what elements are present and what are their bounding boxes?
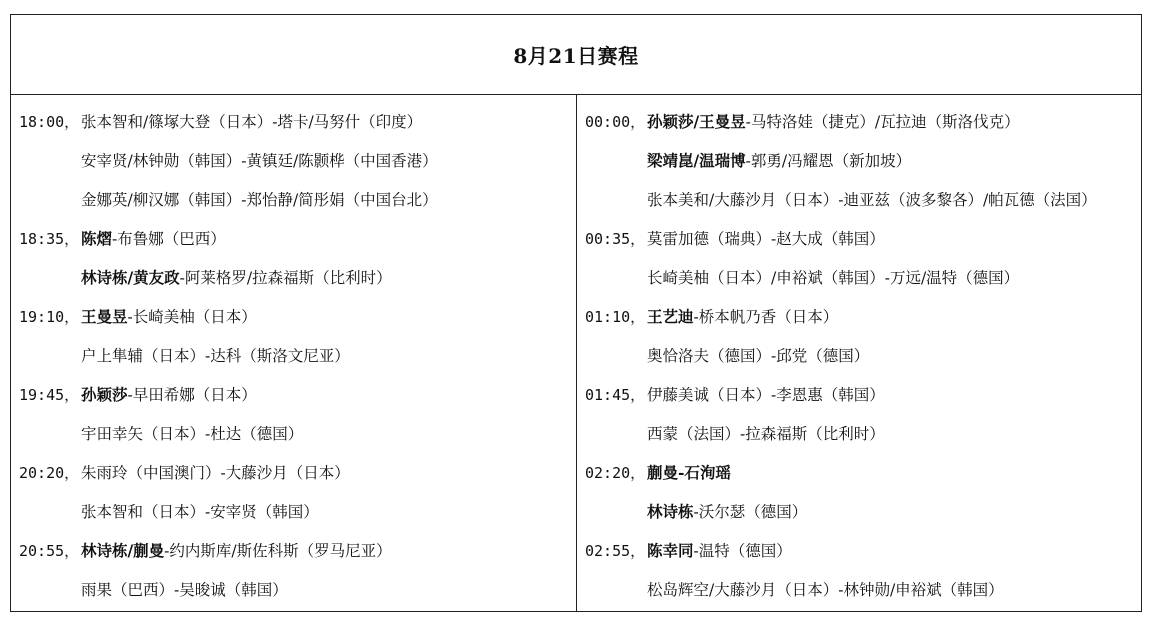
match-time: 18:35， [19,230,80,248]
matchup-text: 长崎美柚（日本）/申裕斌（韩国）-万远/温特（德国） [647,269,1020,287]
match-text [647,460,731,486]
chinese-player-name: 蒯曼-石洵瑶 [647,463,731,482]
matchup-text: -沃尔瑟（德国） [693,503,808,521]
left-column [11,95,577,611]
matchup-text: 安宰贤/林钟勋（韩国）-黄镇廷/陈颢桦（中国香港） [81,152,438,170]
matchup-text: -早田希娜（日本） [127,386,257,404]
match-text [647,499,807,525]
matchup-text: 奥恰洛夫（德国）-邱党（德国） [647,347,870,365]
chinese-player-name: 王艺迪 [647,307,694,326]
schedule-row [11,421,576,460]
schedule-row [11,499,576,538]
match-text [81,460,350,486]
matchup-text: -桥本帆乃香（日本） [693,308,839,326]
match-text [647,265,1019,291]
schedule-row [577,343,1142,382]
match-text [81,382,257,408]
chinese-player-name: 林诗栋/黄友政 [81,268,180,287]
matchup-text: 户上隼辅（日本）-达科（斯洛文尼亚） [81,347,350,365]
match-text [647,148,911,174]
schedule-row [11,265,576,304]
match-text [647,382,885,408]
schedule-row [577,577,1142,616]
matchup-text: -马特洛娃（捷克）/瓦拉迪（斯洛伐克） [745,113,1020,131]
schedule-row [11,538,576,577]
schedule-row [11,109,576,148]
match-time: 00:35， [585,230,646,248]
match-text [81,148,438,174]
chinese-player-name: 梁靖崑/温瑞博 [647,151,746,170]
matchup-text: 张本智和（日本）-安宰贤（韩国） [81,503,319,521]
schedule-row [577,499,1142,538]
match-text [647,577,1004,603]
match-time: 19:45， [19,386,80,404]
schedule-row [577,187,1142,226]
schedule-row [577,265,1142,304]
schedule-row [11,187,576,226]
matchup-text: 张本美和/大藤沙月（日本）-迪亚兹（波多黎各）/帕瓦德（法国） [647,191,1097,209]
match-time: 01:45， [585,386,646,404]
chinese-player-name: 陈熠 [81,229,113,248]
match-text [647,304,838,330]
match-time: 02:20， [585,464,646,482]
match-time: 20:55， [19,542,80,560]
chinese-player-name: 陈幸同 [647,541,694,560]
schedule-row [11,382,576,421]
match-text [647,187,1097,213]
match-text [81,577,288,603]
matchup-text: -阿莱格罗/拉森福斯（比利时） [179,269,392,287]
matchup-text: -长崎美柚（日本） [127,308,257,326]
chinese-player-name: 王曼昱 [81,307,128,326]
schedule-row [577,304,1142,343]
matchup-text: 宇田幸矢（日本）-杜达（德国） [81,425,304,443]
match-text [81,265,392,291]
match-text [81,226,226,252]
matchup-text: 莫雷加德（瑞典）-赵大成（韩国） [647,230,885,248]
matchup-text: 朱雨玲（中国澳门）-大藤沙月（日本） [81,464,350,482]
match-text [81,421,303,447]
matchup-text: 金娜英/柳汉娜（韩国）-郑怡静/简彤娟（中国台北） [81,191,438,209]
match-text [81,187,438,213]
match-text [81,499,319,525]
right-rows [577,109,1142,616]
chinese-player-name: 林诗栋 [647,502,694,521]
matchup-text: -布鲁娜（巴西） [112,230,226,248]
match-time: 19:10， [19,308,80,326]
schedule-row [577,109,1142,148]
matchup-text: 松岛辉空/大藤沙月（日本）-林钟勋/申裕斌（韩国） [647,581,1004,599]
match-time: 01:10， [585,308,646,326]
schedule-table [10,14,1142,612]
match-text [647,421,885,447]
match-text [81,538,392,564]
matchup-text: 雨果（巴西）-吴晙诚（韩国） [81,581,288,599]
matchup-text: 伊藤美诚（日本）-李恩惠（韩国） [647,386,885,404]
matchup-text: 张本智和/篠塚大登（日本）-塔卡/马努什（印度） [81,113,423,131]
chinese-player-name: 孙颖莎 [81,385,128,404]
match-time: 18:00， [19,113,80,131]
match-text [81,304,257,330]
schedule-row [11,577,576,616]
title-row [11,15,1141,95]
match-text [647,538,792,564]
schedule-title: 8月21日赛程 [513,44,639,68]
match-time: 20:20， [19,464,80,482]
schedule-row [577,421,1142,460]
chinese-player-name: 林诗栋/蒯曼 [81,541,165,560]
schedule-row [577,382,1142,421]
match-time: 00:00， [585,113,646,131]
schedule-row [577,148,1142,187]
schedule-row [11,226,576,265]
match-text [81,343,350,369]
schedule-row [11,460,576,499]
right-column [577,95,1142,611]
schedule-row [11,304,576,343]
chinese-player-name: 孙颖莎/王曼昱 [647,112,746,131]
schedule-row [577,460,1142,499]
match-text [647,109,1020,135]
matchup-text: 西蒙（法国）-拉森福斯（比利时） [647,425,885,443]
left-rows [11,109,576,616]
matchup-text: -约内斯库/斯佐科斯（罗马尼亚） [164,542,392,560]
match-text [647,226,885,252]
match-text [647,343,869,369]
schedule-row [577,226,1142,265]
match-time: 02:55， [585,542,646,560]
schedule-row [11,148,576,187]
schedule-row [11,343,576,382]
match-text [81,109,422,135]
schedule-row [577,538,1142,577]
matchup-text: -郭勇/冯耀恩（新加坡） [745,152,912,170]
matchup-text: -温特（德国） [693,542,792,560]
